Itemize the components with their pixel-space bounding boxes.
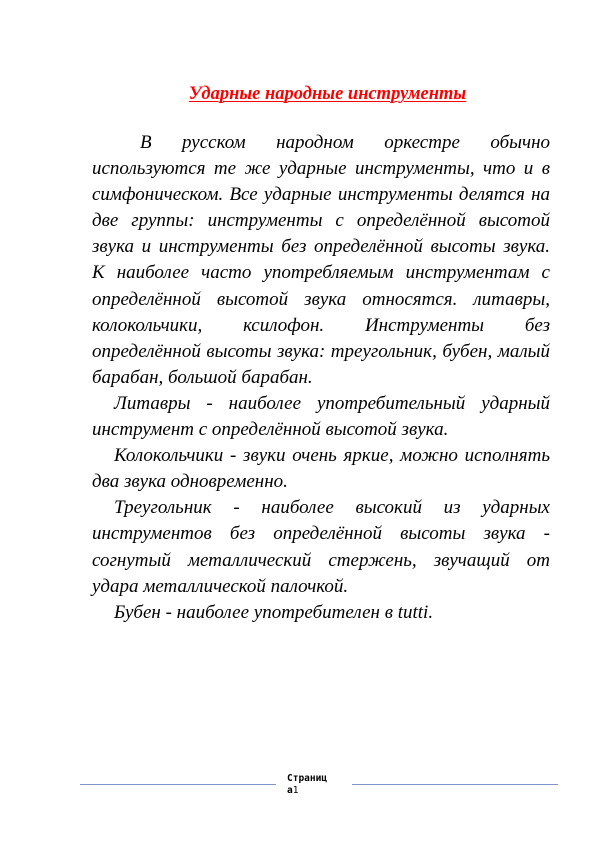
page-number-label [287, 773, 347, 797]
paragraph-timpani: Литавры - наиболее употребительный ударный инструмент с определённой высотой звука. [92, 392, 550, 441]
footer-rule-right [352, 784, 558, 785]
document-body [92, 130, 550, 626]
paragraph-bells: Колокольчики - звуки очень яркие, можно исполнять два звука одновременно. [92, 445, 550, 493]
paragraph-triangle: Треугольник - наиболее высокий из ударных инструментов без определённой высоты звука - согнутый металлический стержень, звучащий от удара металлической палочкой. [92, 497, 550, 597]
paragraph-intro: В русском народном оркестре обычно используются те же ударные инструменты, что и в симфоническом. Все ударные инструменты делятся на две группы: инструменты с определённой высотой звука и инструменты без определённой высоты звука. К наиболее часто употребляемым инструментам с определённой высотой звука относятся. литавры, колокольчики, ксилофон. Инструменты без определённой высоты звука: треугольник, бубен, малый барабан, большой барабан. [92, 132, 550, 388]
footer-rule-left [80, 784, 276, 785]
page-label-line2: а [287, 785, 293, 796]
page-footer [80, 773, 558, 803]
paragraph-tambourine: Бубен - наиболее употребителен в tutti. [114, 601, 434, 623]
page-label-line1: Страниц [287, 773, 328, 784]
page-number-value: 1 [292, 785, 299, 796]
page-title: Ударные народные инструменты [188, 84, 467, 104]
